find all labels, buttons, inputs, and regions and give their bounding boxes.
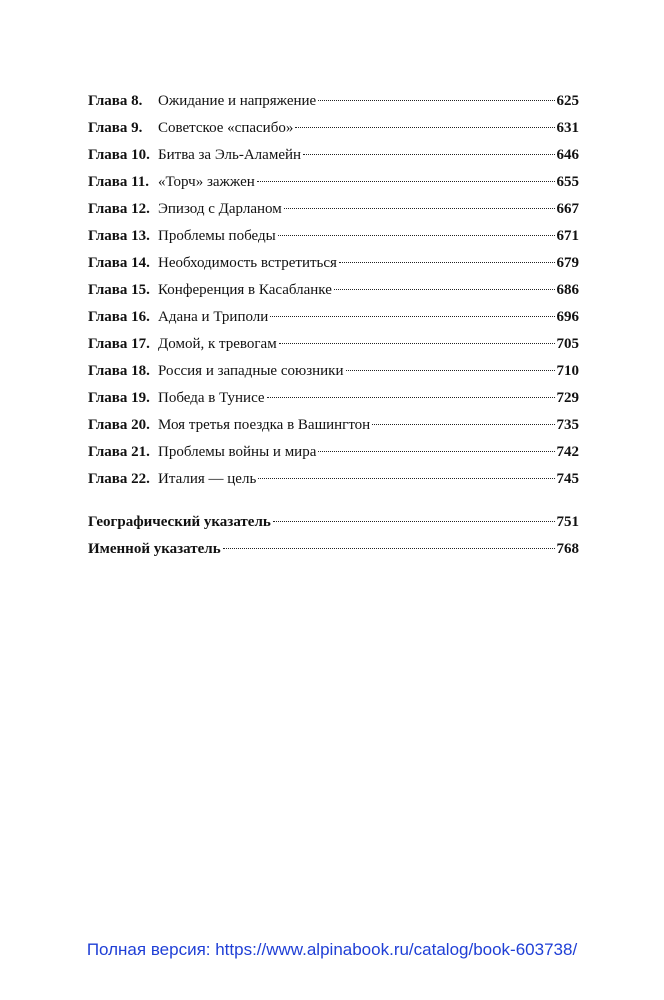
- page-number: 655: [556, 174, 579, 190]
- toc-row-chapter-15[interactable]: [88, 277, 579, 304]
- chapter-number: Глава 17.: [88, 336, 150, 352]
- chapter-title: Проблемы победы: [158, 228, 276, 244]
- toc-row-chapter-11[interactable]: [88, 169, 579, 196]
- page-number: 679: [556, 255, 579, 271]
- dot-leader: [257, 181, 555, 182]
- chapter-title: «Торч» зажжен: [158, 174, 255, 190]
- page-number: 646: [556, 147, 579, 163]
- toc-row-chapter-21[interactable]: [88, 439, 579, 466]
- toc-row-chapter-18[interactable]: [88, 358, 579, 385]
- chapter-number: Глава 10.: [88, 147, 150, 163]
- chapter-number: Глава 22.: [88, 471, 150, 487]
- page-number: 631: [556, 120, 579, 136]
- chapter-number: Глава 21.: [88, 444, 150, 460]
- dot-leader: [223, 548, 555, 549]
- page-number: 686: [556, 282, 579, 298]
- chapter-number: Глава 15.: [88, 282, 150, 298]
- toc-row-geographic-index[interactable]: [88, 509, 579, 536]
- dot-leader: [270, 316, 554, 317]
- chapter-number: Глава 12.: [88, 201, 150, 217]
- page-number: 705: [556, 336, 579, 352]
- page-number: 729: [556, 390, 579, 406]
- chapter-number: Глава 16.: [88, 309, 150, 325]
- chapter-title: Победа в Тунисе: [158, 390, 265, 406]
- chapter-title: Эпизод с Дарланом: [158, 201, 282, 217]
- chapter-number: Глава 18.: [88, 363, 150, 379]
- toc-row-chapter-16[interactable]: [88, 304, 579, 331]
- page-number: 768: [556, 541, 579, 557]
- index-title: Именной указатель: [88, 541, 221, 557]
- toc-row-chapter-14[interactable]: [88, 250, 579, 277]
- chapter-title: Конференция в Касабланке: [158, 282, 332, 298]
- page-number: 667: [556, 201, 579, 217]
- dot-leader: [279, 343, 555, 344]
- full-version-link[interactable]: Полная версия: https://www.alpinabook.ru/catalog/book-603738/: [86, 940, 578, 959]
- page-number: 671: [556, 228, 579, 244]
- page-number: 735: [556, 417, 579, 433]
- dot-leader: [318, 451, 554, 452]
- toc-row-chapter-9[interactable]: [88, 115, 579, 142]
- page-number: 751: [556, 514, 579, 530]
- toc-row-chapter-19[interactable]: [88, 385, 579, 412]
- chapter-title: Проблемы войны и мира: [158, 444, 317, 460]
- page-number: 742: [556, 444, 579, 460]
- dot-leader: [346, 370, 555, 371]
- chapter-number: Глава 9.: [88, 120, 143, 136]
- dot-leader: [339, 262, 555, 263]
- page-number: 745: [556, 471, 579, 487]
- chapter-title: Италия — цель: [158, 471, 257, 487]
- chapter-title: Советское «спасибо»: [158, 120, 294, 136]
- toc-row-chapter-13[interactable]: [88, 223, 579, 250]
- chapter-number: Глава 14.: [88, 255, 150, 271]
- dot-leader: [267, 397, 555, 398]
- toc-row-chapter-20[interactable]: [88, 412, 579, 439]
- chapter-title: Россия и западные союзники: [158, 363, 344, 379]
- toc-row-chapter-8[interactable]: [88, 88, 579, 115]
- dot-leader: [318, 100, 554, 101]
- section-spacer: [88, 493, 579, 509]
- page-number: 625: [556, 93, 579, 109]
- dot-leader: [273, 521, 555, 522]
- chapter-number: Глава 20.: [88, 417, 150, 433]
- chapter-title: Необходимость встретиться: [158, 255, 337, 271]
- dot-leader: [284, 208, 555, 209]
- page-number: 696: [556, 309, 579, 325]
- toc-row-chapter-22[interactable]: [88, 466, 579, 493]
- dot-leader: [258, 478, 554, 479]
- dot-leader: [334, 289, 555, 290]
- chapter-title: Домой, к тревогам: [158, 336, 277, 352]
- chapter-number: Глава 13.: [88, 228, 150, 244]
- toc-row-chapter-17[interactable]: [88, 331, 579, 358]
- dot-leader: [278, 235, 555, 236]
- dot-leader: [303, 154, 554, 155]
- chapter-title: Моя третья поездка в Вашингтон: [158, 417, 371, 433]
- chapter-number: Глава 19.: [88, 390, 150, 406]
- chapter-title: Адана и Триполи: [158, 309, 269, 325]
- dot-leader: [372, 424, 554, 425]
- toc-row-name-index[interactable]: [88, 536, 579, 563]
- table-of-contents: [88, 88, 579, 563]
- dot-leader: [295, 127, 554, 128]
- toc-row-chapter-10[interactable]: [88, 142, 579, 169]
- chapter-number: Глава 11.: [88, 174, 150, 190]
- toc-row-chapter-12[interactable]: [88, 196, 579, 223]
- page-number: 710: [556, 363, 579, 379]
- chapter-title: Битва за Эль-Аламейн: [158, 147, 302, 163]
- chapter-number: Глава 8.: [88, 93, 143, 109]
- index-title: Географический указатель: [88, 514, 271, 530]
- chapter-title: Ожидание и напряжение: [158, 93, 317, 109]
